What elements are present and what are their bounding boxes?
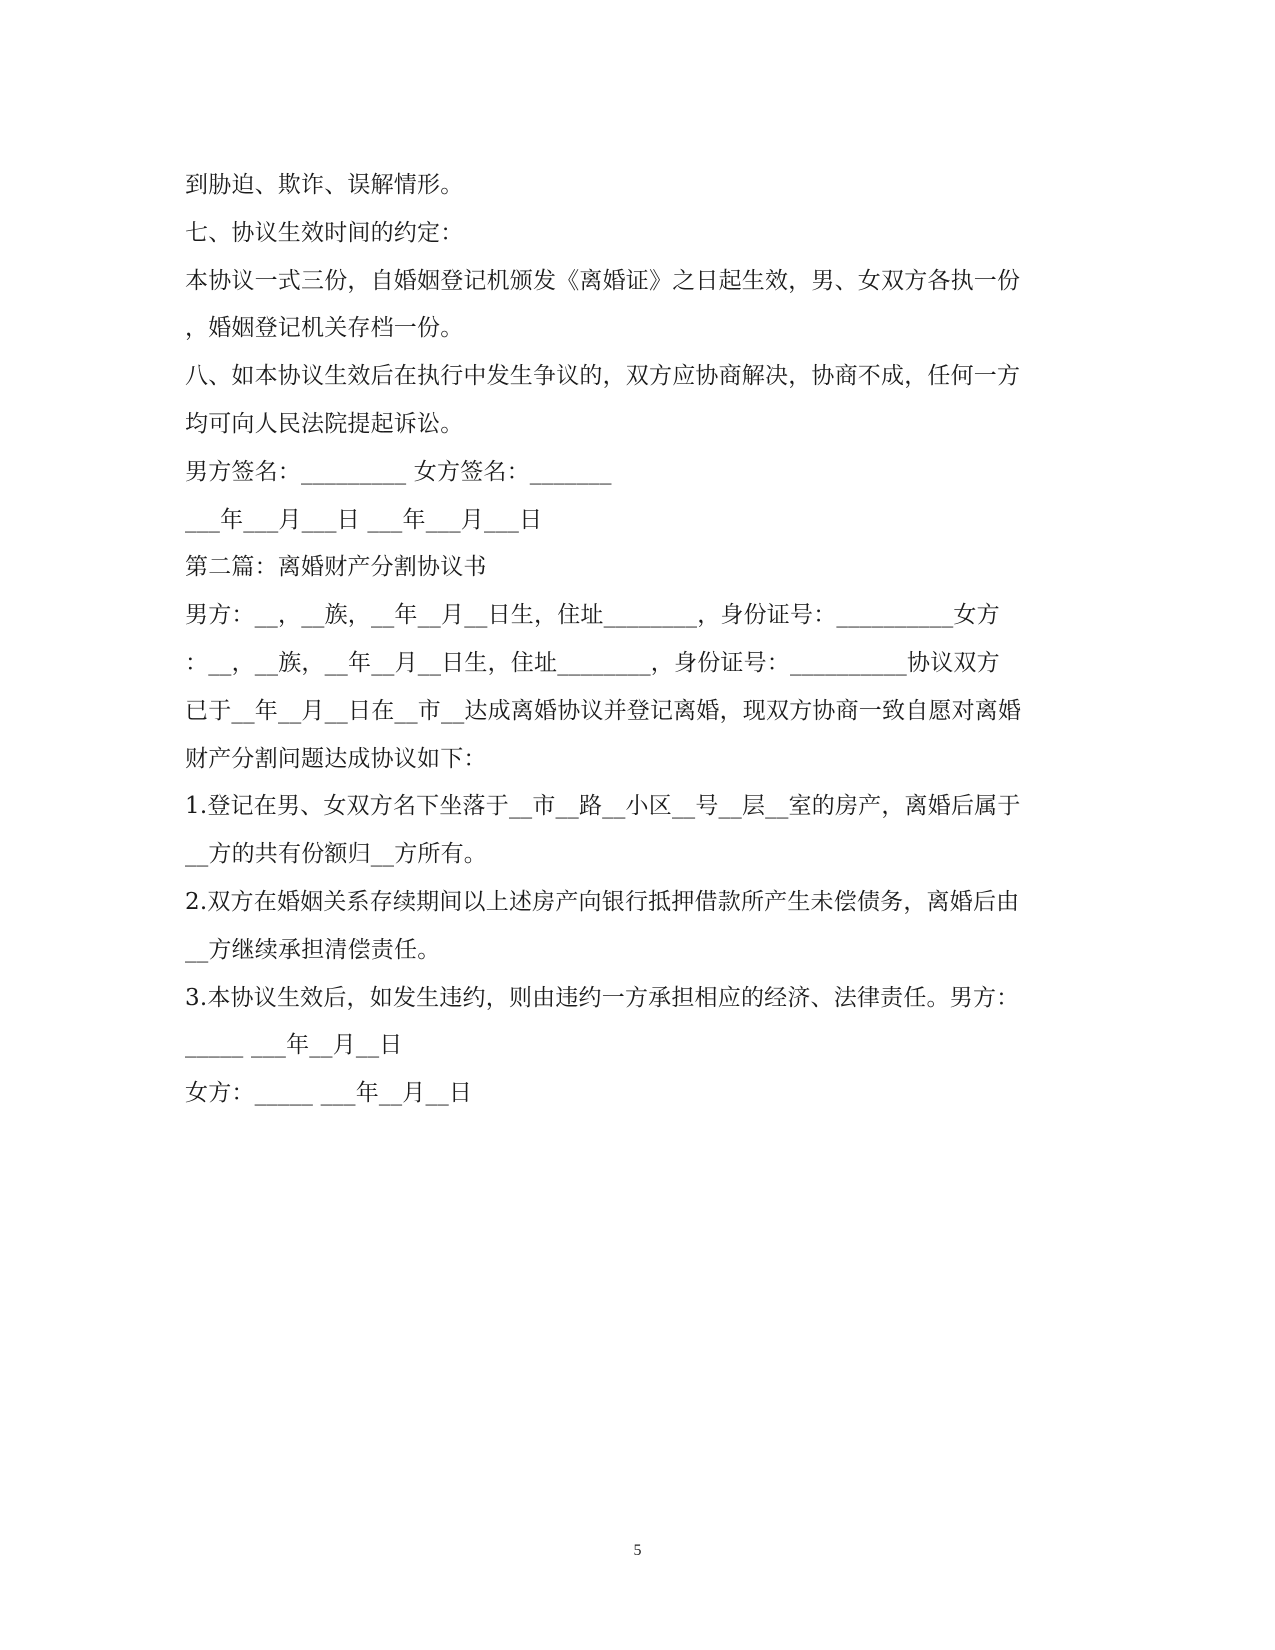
clause-item: 2.双方在婚姻关系存续期间以上述房产向银行抵押借款所产生未偿债务，离婚后由 bbox=[185, 888, 1020, 915]
signature-line: 男方签名：_________ 女方签名：_______ bbox=[185, 458, 612, 485]
text-line: ，婚姻登记机关存档一份。 bbox=[185, 315, 464, 342]
section-title: 第二篇：离婚财产分割协议书 bbox=[185, 554, 487, 581]
clause-item: 1.登记在男、女双方名下坐落于__市__路__小区__号__层__室的房产，离婚后属于 bbox=[185, 793, 1021, 820]
text-line: __方继续承担清偿责任。 bbox=[185, 936, 441, 963]
signature-line: 女方：_____ ___年__月__日 bbox=[185, 1080, 473, 1107]
text-line: 财产分割问题达成协议如下： bbox=[185, 745, 487, 772]
text-line: 均可向人民法院提起诉讼。 bbox=[185, 410, 464, 437]
text-line: 本协议一式三份，自婚姻登记机颁发《离婚证》之日起生效，男、女双方各执一份 bbox=[185, 267, 1021, 294]
text-line: __方的共有份额归__方所有。 bbox=[185, 841, 487, 868]
page-number: 5 bbox=[633, 1542, 642, 1559]
text-line: 已于__年__月__日在__市__达成离婚协议并登记离婚，现双方协商一致自愿对离婚 bbox=[185, 697, 1022, 724]
signature-line: _____ ___年__月__日 bbox=[185, 1032, 403, 1059]
date-line: ___年___月___日 ___年___月___日 bbox=[185, 506, 543, 533]
text-line: 到胁迫、欺诈、误解情形。 bbox=[185, 172, 464, 198]
document-body bbox=[185, 162, 1095, 1118]
text-line: ：__，__族，__年__月__日生，住址________，身份证号：__________协议双方 bbox=[185, 649, 1000, 676]
section-heading: 七、协议生效时间的约定： bbox=[185, 219, 464, 246]
text-line: 男方：__，__族，__年__月__日生，住址________，身份证号：__________女方 bbox=[185, 602, 1000, 629]
clause-item: 3.本协议生效后，如发生违约，则由违约一方承担相应的经济、法律责任。男方： bbox=[185, 984, 1020, 1011]
text-line: 八、如本协议生效后在执行中发生争议的，双方应协商解决，协商不成，任何一方 bbox=[185, 363, 1021, 390]
